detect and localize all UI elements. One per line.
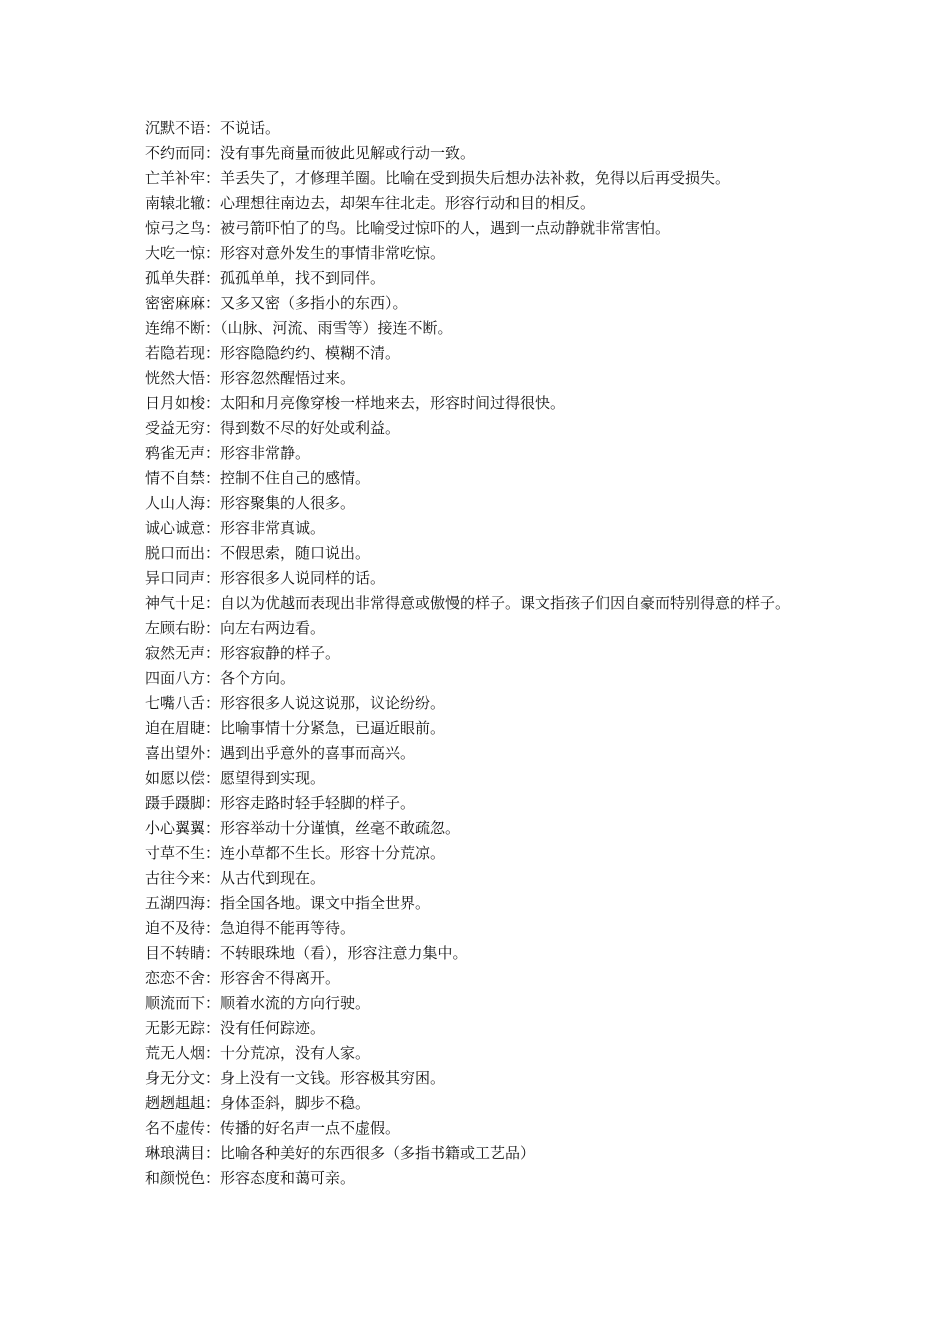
idiom-entry <box>145 966 815 991</box>
idiom-definition: 羊丢失了，才修理羊圈。比喻在受到损失后想办法补救，免得以后再受损失。 <box>220 169 731 187</box>
idiom-term: 蹑手蹑脚 <box>145 794 206 812</box>
idiom-definition: 身体歪斜，脚步不稳。 <box>220 1094 371 1112</box>
idiom-term: 左顾右盼 <box>145 619 206 637</box>
idiom-entry <box>145 241 815 266</box>
term-separator: ： <box>205 594 221 612</box>
idiom-list <box>145 116 815 1191</box>
term-separator: ： <box>205 694 221 712</box>
idiom-definition: 指全国各地。课文中指全世界。 <box>220 894 431 912</box>
idiom-definition: 形容对意外发生的事情非常吃惊。 <box>220 244 446 262</box>
idiom-definition: 形容态度和蔼可亲。 <box>220 1169 356 1187</box>
idiom-definition: 形容很多人说这说那，议论纷纷。 <box>220 694 446 712</box>
term-separator: ： <box>205 394 221 412</box>
idiom-term: 和颜悦色 <box>145 1169 206 1187</box>
idiom-definition: 形容聚集的人很多。 <box>220 494 356 512</box>
idiom-term: 密密麻麻 <box>145 294 206 312</box>
idiom-entry <box>145 691 815 716</box>
idiom-entry <box>145 866 815 891</box>
term-separator: ： <box>205 544 221 562</box>
term-separator: ： <box>205 994 221 1012</box>
term-separator: ： <box>205 494 221 512</box>
idiom-term: 恋恋不舍 <box>145 969 206 987</box>
idiom-entry <box>145 291 815 316</box>
idiom-definition: 孤孤单单，找不到同伴。 <box>220 269 386 287</box>
idiom-term: 小心翼翼 <box>145 819 206 837</box>
idiom-definition: 形容忽然醒悟过来。 <box>220 369 356 387</box>
idiom-term: 五湖四海 <box>145 894 206 912</box>
idiom-term: 迫不及待 <box>145 919 206 937</box>
term-separator: ： <box>205 169 221 187</box>
idiom-definition: 形容隐隐约约、模糊不清。 <box>220 344 401 362</box>
term-separator: ： <box>205 369 221 387</box>
idiom-definition: 形容寂静的样子。 <box>220 644 341 662</box>
idiom-entry <box>145 741 815 766</box>
idiom-term: 四面八方 <box>145 669 206 687</box>
term-separator: ： <box>205 244 221 262</box>
idiom-term: 趔趔趄趄 <box>145 1094 206 1112</box>
idiom-term: 若隐若现 <box>145 344 206 362</box>
term-separator: ： <box>205 794 221 812</box>
idiom-definition: 形容走路时轻手轻脚的样子。 <box>220 794 416 812</box>
idiom-term: 受益无穷 <box>145 419 206 437</box>
term-separator: ： <box>205 469 221 487</box>
term-separator: ： <box>205 769 221 787</box>
idiom-definition: 被弓箭吓怕了的鸟。比喻受过惊吓的人，遇到一点动静就非常害怕。 <box>220 219 671 237</box>
idiom-definition: 太阳和月亮像穿梭一样地来去，形容时间过得很快。 <box>220 394 566 412</box>
idiom-entry <box>145 1141 815 1166</box>
idiom-term: 脱口而出 <box>145 544 206 562</box>
idiom-term: 如愿以偿 <box>145 769 206 787</box>
idiom-term: 名不虚传 <box>145 1119 206 1137</box>
idiom-entry <box>145 891 815 916</box>
term-separator: ： <box>205 1144 221 1162</box>
idiom-definition: 愿望得到实现。 <box>220 769 326 787</box>
idiom-entry <box>145 216 815 241</box>
idiom-entry <box>145 191 815 216</box>
idiom-definition: 心理想往南边去，却架车往北走。形容行动和目的相反。 <box>220 194 596 212</box>
term-separator: ： <box>205 819 221 837</box>
idiom-definition: 控制不住自己的感情。 <box>220 469 371 487</box>
idiom-entry <box>145 366 815 391</box>
idiom-definition: 比喻事情十分紧急，已逼近眼前。 <box>220 719 446 737</box>
idiom-entry <box>145 791 815 816</box>
idiom-definition: 比喻各种美好的东西很多（多指书籍或工艺品） <box>220 1144 536 1162</box>
term-separator: ： <box>205 119 221 137</box>
idiom-term: 琳琅满目 <box>145 1144 206 1162</box>
term-separator: ： <box>205 744 221 762</box>
idiom-term: 喜出望外 <box>145 744 206 762</box>
idiom-term: 鸦雀无声 <box>145 444 206 462</box>
idiom-definition: 从古代到现在。 <box>220 869 326 887</box>
term-separator: ： <box>205 144 221 162</box>
idiom-entry <box>145 941 815 966</box>
idiom-entry <box>145 391 815 416</box>
idiom-definition: 得到数不尽的好处或利益。 <box>220 419 401 437</box>
idiom-entry <box>145 641 815 666</box>
idiom-entry <box>145 766 815 791</box>
idiom-term: 目不转睛 <box>145 944 206 962</box>
term-separator: ： <box>205 894 221 912</box>
idiom-definition: 不假思索，随口说出。 <box>220 544 371 562</box>
idiom-term: 荒无人烟 <box>145 1044 206 1062</box>
idiom-entry <box>145 441 815 466</box>
idiom-definition: 向左右两边看。 <box>220 619 326 637</box>
idiom-entry <box>145 1091 815 1116</box>
idiom-term: 古往今来 <box>145 869 206 887</box>
term-separator: ： <box>205 269 221 287</box>
idiom-entry <box>145 1016 815 1041</box>
idiom-term: 异口同声 <box>145 569 206 587</box>
term-separator: ： <box>205 194 221 212</box>
idiom-entry <box>145 166 815 191</box>
term-separator: ： <box>205 669 221 687</box>
term-separator: ： <box>205 1044 221 1062</box>
idiom-definition: 形容举动十分谨慎，丝毫不敢疏忽。 <box>220 819 461 837</box>
idiom-definition: 没有事先商量而彼此见解或行动一致。 <box>220 144 476 162</box>
idiom-term: 寂然无声 <box>145 644 206 662</box>
idiom-term: 七嘴八舌 <box>145 694 206 712</box>
term-separator: ： <box>205 919 221 937</box>
idiom-definition: 形容非常静。 <box>220 444 311 462</box>
idiom-definition: 身上没有一文钱。形容极其穷困。 <box>220 1069 446 1087</box>
term-separator: ： <box>205 294 221 312</box>
idiom-entry <box>145 316 815 341</box>
idiom-entry <box>145 341 815 366</box>
idiom-definition: 连小草都不生长。形容十分荒凉。 <box>220 844 446 862</box>
idiom-entry <box>145 541 815 566</box>
idiom-entry <box>145 1041 815 1066</box>
idiom-definition: 没有任何踪迹。 <box>220 1019 326 1037</box>
idiom-entry <box>145 1116 815 1141</box>
idiom-term: 身无分文 <box>145 1069 206 1087</box>
idiom-entry <box>145 991 815 1016</box>
term-separator: ： <box>205 444 221 462</box>
idiom-term: 恍然大悟 <box>145 369 206 387</box>
idiom-term: 大吃一惊 <box>145 244 206 262</box>
idiom-entry <box>145 116 815 141</box>
term-separator: ： <box>205 969 221 987</box>
idiom-entry <box>145 491 815 516</box>
idiom-entry <box>145 616 815 641</box>
idiom-term: 人山人海 <box>145 494 206 512</box>
idiom-definition: 形容很多人说同样的话。 <box>220 569 386 587</box>
idiom-entry <box>145 466 815 491</box>
term-separator: ： <box>205 219 221 237</box>
idiom-term: 连绵不断 <box>145 319 206 337</box>
idiom-term: 顺流而下 <box>145 994 206 1012</box>
term-separator: ： <box>205 944 221 962</box>
term-separator: ： <box>205 719 221 737</box>
idiom-term: 迫在眉睫 <box>145 719 206 737</box>
idiom-definition: 急迫得不能再等待。 <box>220 919 356 937</box>
idiom-definition: 不说话。 <box>220 119 281 137</box>
idiom-definition: 又多又密（多指小的东西）。 <box>220 294 408 312</box>
idiom-entry <box>145 566 815 591</box>
idiom-term: 神气十足 <box>145 594 206 612</box>
term-separator: ： <box>205 844 221 862</box>
term-separator: ： <box>205 519 221 537</box>
idiom-definition: 形容非常真诚。 <box>220 519 326 537</box>
idiom-entry <box>145 841 815 866</box>
term-separator: ： <box>205 619 221 637</box>
idiom-term: 孤单失群 <box>145 269 206 287</box>
idiom-entry <box>145 516 815 541</box>
idiom-entry <box>145 666 815 691</box>
term-separator: ： <box>205 569 221 587</box>
term-separator: ： <box>205 319 221 337</box>
idiom-term: 南辕北辙 <box>145 194 206 212</box>
term-separator: ： <box>205 419 221 437</box>
idiom-entry <box>145 1066 815 1091</box>
idiom-entry <box>145 916 815 941</box>
idiom-definition: 顺着水流的方向行驶。 <box>220 994 371 1012</box>
idiom-definition: 不转眼珠地（看），形容注意力集中。 <box>220 944 468 962</box>
term-separator: ： <box>205 1094 221 1112</box>
term-separator: ： <box>205 1169 221 1187</box>
idiom-term: 情不自禁 <box>145 469 206 487</box>
term-separator: ： <box>205 644 221 662</box>
idiom-entry <box>145 716 815 741</box>
idiom-term: 寸草不生 <box>145 844 206 862</box>
term-separator: ： <box>205 344 221 362</box>
term-separator: ： <box>205 869 221 887</box>
idiom-entry <box>145 266 815 291</box>
idiom-term: 沉默不语 <box>145 119 206 137</box>
idiom-definition: 遇到出乎意外的喜事而高兴。 <box>220 744 416 762</box>
idiom-definition: 形容舍不得离开。 <box>220 969 341 987</box>
idiom-term: 惊弓之鸟 <box>145 219 206 237</box>
idiom-entry <box>145 416 815 441</box>
idiom-entry <box>145 816 815 841</box>
idiom-term: 诚心诚意 <box>145 519 206 537</box>
idiom-definition: 自以为优越而表现出非常得意或傲慢的样子。课文指孩子们因自豪而特别得意的样子。 <box>220 594 791 612</box>
idiom-entry <box>145 591 815 616</box>
term-separator: ： <box>205 1069 221 1087</box>
idiom-definition: 传播的好名声一点不虚假。 <box>220 1119 401 1137</box>
idiom-term: 日月如梭 <box>145 394 206 412</box>
idiom-definition: （山脉、河流、雨雪等）接连不断。 <box>220 319 453 337</box>
idiom-term: 不约而同 <box>145 144 206 162</box>
term-separator: ： <box>205 1019 221 1037</box>
idiom-term: 无影无踪 <box>145 1019 206 1037</box>
idiom-definition: 十分荒凉，没有人家。 <box>220 1044 371 1062</box>
idiom-term: 亡羊补牢 <box>145 169 206 187</box>
idiom-definition: 各个方向。 <box>220 669 296 687</box>
term-separator: ： <box>205 1119 221 1137</box>
idiom-entry <box>145 1166 815 1191</box>
idiom-entry <box>145 141 815 166</box>
